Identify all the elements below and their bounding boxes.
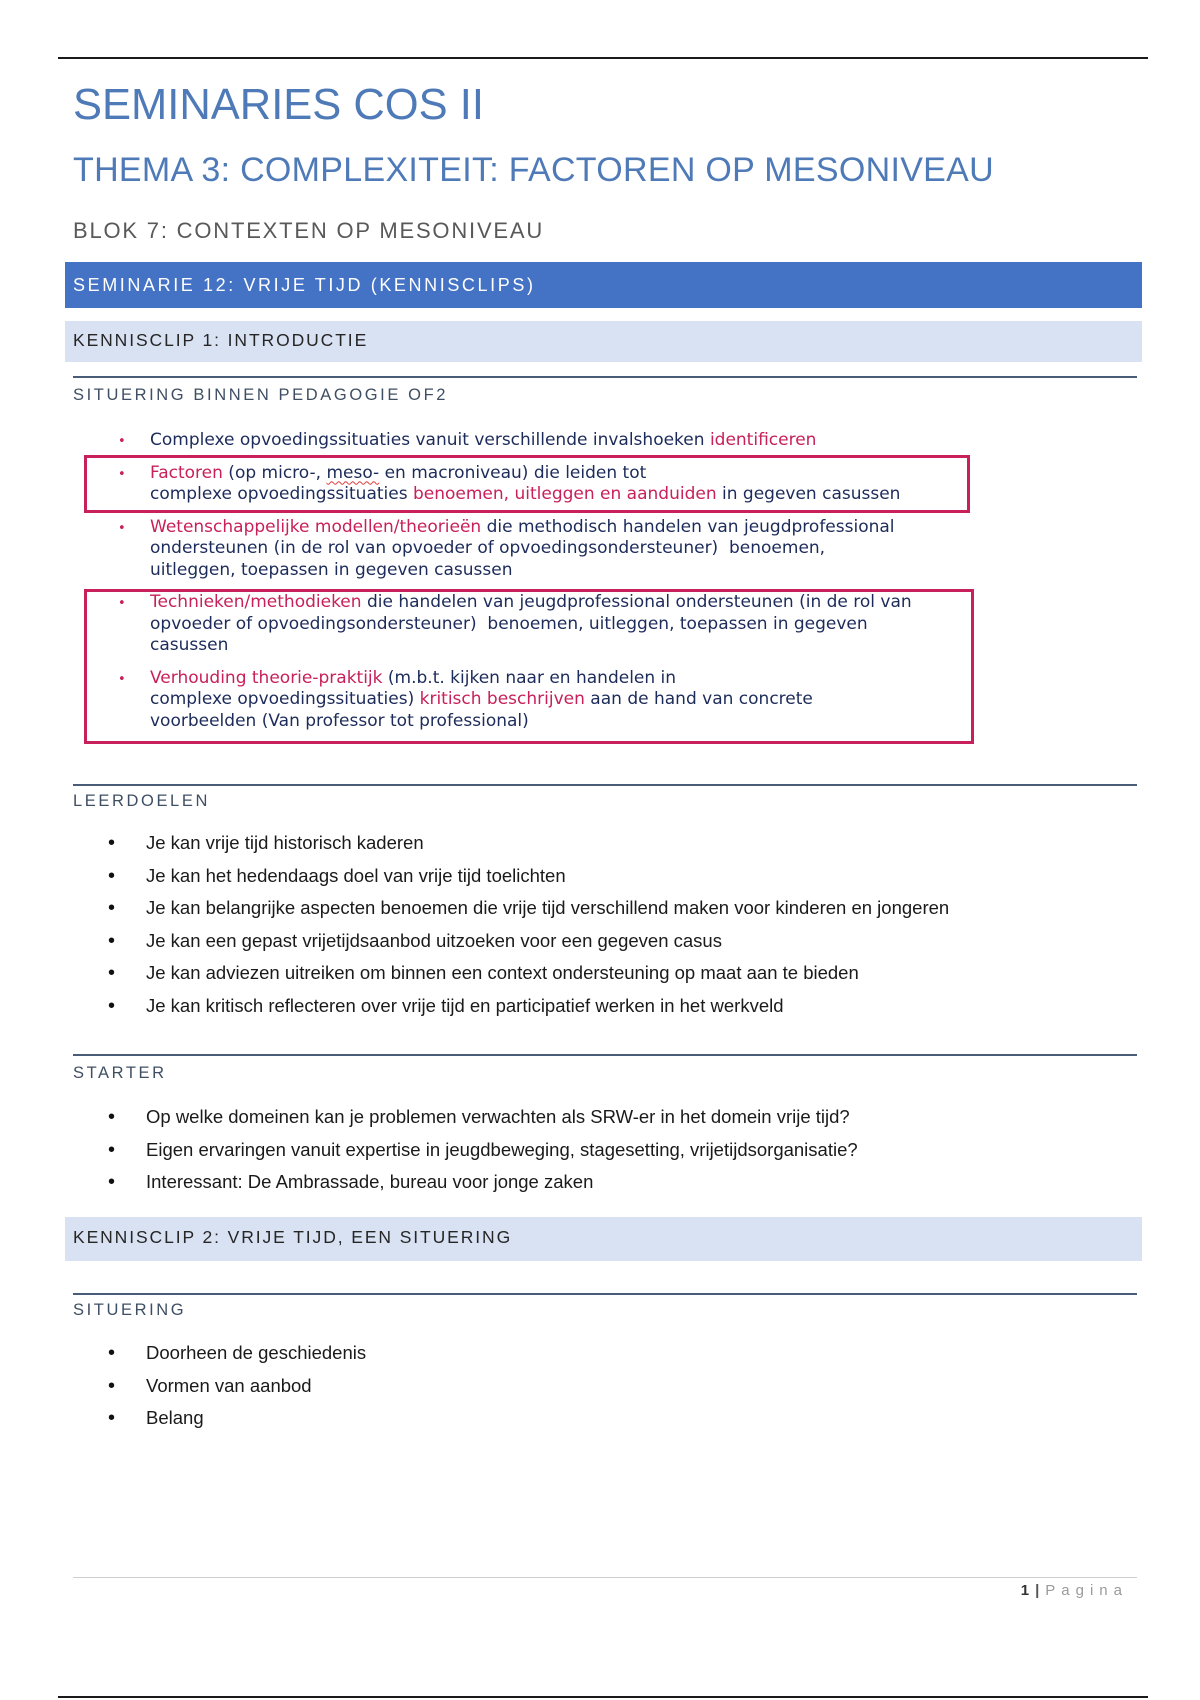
list-item-text: Vormen van aanbod [146,1374,312,1396]
slide-objective [118,517,912,582]
list-item [0,925,1200,958]
list-item [0,1101,1200,1134]
emphasized-text: Verhouding theorie-praktijk [150,667,383,688]
slide-text: voorbeelden (Van professor tot professional) [150,710,529,731]
list-item-text: Op welke domeinen kan je problemen verwachten als SRW-er in het domein vrije tijd? [146,1106,850,1127]
slide-line [150,430,912,452]
slide-objective [118,430,912,452]
list-item [0,827,1200,860]
bullet-icon [108,827,120,860]
bullet-icon [108,925,120,958]
slide-line [150,560,912,582]
page-label: Pagina [1045,1582,1128,1599]
section-divider [73,1054,1137,1056]
footer-divider [73,1577,1137,1578]
slide-line [150,689,912,711]
document-title: SEMINARIES COS II [73,81,484,129]
list-item-text: Je kan adviezen uitreiken om binnen een context ondersteuning op maat aan te bieden [146,962,859,984]
list-item [0,1134,1200,1167]
situering-heading: SITUERING [73,1301,187,1319]
slide-line [150,614,912,636]
bullet-icon [108,1134,120,1167]
slide-text: (m.b.t. kijken naar en handelen in [382,667,677,688]
slide-text: complexe opvoedingssituaties [150,484,413,504]
list-item-text: Je kan vrije tijd historisch kaderen [146,832,424,853]
slide-line [150,592,912,614]
emphasized-text: Technieken/methodieken [150,592,362,612]
list-item [0,892,1200,925]
bullet-icon [108,1101,120,1134]
list-item-text: Je kan het hedendaags doel van vrije tijd toelichten [146,864,566,886]
embedded-slide [118,430,912,732]
emphasized-text: Factoren [150,462,223,483]
leerdoelen-list [0,827,1200,1023]
bullet-icon [108,1370,120,1403]
slide-line [150,538,912,560]
list-item [0,1166,1200,1199]
slide-line [150,711,912,733]
block-heading: BLOK 7: CONTEXTEN OP MESONIVEAU [73,218,545,243]
bullet-icon [108,892,120,925]
kennisclip-1-heading: KENNISCLIP 1: INTRODUCTIE [65,321,1142,362]
slide-text: en macroniveau) die leiden tot [379,462,647,483]
list-item-text: Je kan een gepast vrijetijdsaanbod uitzoeken voor een gegeven casus [146,929,722,951]
page-footer [1021,1580,1128,1602]
starter-heading: STARTER [73,1064,167,1082]
emphasized-text: identificeren [709,430,817,450]
footer-separator: | [1035,1582,1040,1599]
bullet-icon [108,990,120,1023]
top-rule [58,57,1148,59]
bullet-icon [118,517,128,539]
emphasized-text: Wetenschappelijke modellen/theorieën [150,516,482,537]
slide-objective [118,668,912,733]
slide-objective [118,592,912,657]
section-divider [73,1293,1137,1295]
list-item [0,1337,1200,1370]
slide-line [150,517,912,539]
slide-line [150,484,912,506]
situering-pedagogie-heading: SITUERING BINNEN PEDAGOGIE OF2 [73,386,449,404]
list-item-text: Je kan belangrijke aspecten benoemen die vrije tijd verschillend maken voor kinderen en jongeren [146,897,950,919]
slide-text: uitleggen, toepassen in gegeven casussen [150,559,513,580]
bullet-icon [118,668,128,690]
section-divider [73,784,1137,786]
emphasized-text: kritisch beschrijven [419,689,585,709]
kennisclip-2-heading: KENNISCLIP 2: VRIJE TIJD, EEN SITUERING [65,1217,1142,1261]
list-item [0,860,1200,893]
list-item-text: Je kan kritisch reflecteren over vrije tijd en participatief werken in het werkveld [146,994,784,1016]
list-item [0,1370,1200,1403]
list-item [0,990,1200,1023]
situering-list [0,1337,1200,1435]
leerdoelen-heading: LEERDOELEN [73,792,210,810]
slide-text: ondersteunen (in de rol van opvoeder of opvoedingsondersteuner) benoemen, [150,538,826,558]
slide-text: casussen [150,635,229,655]
list-item [0,957,1200,990]
bullet-icon [118,592,128,614]
slide-text: in gegeven casussen [716,484,901,504]
bottom-rule [58,1696,1148,1698]
slide-text: die methodisch handelen van jeugdprofessional [481,516,895,537]
bullet-icon [108,1166,120,1199]
seminar-heading-bar: SEMINARIE 12: VRIJE TIJD (KENNISCLIPS) [65,262,1142,308]
list-item-text: Belang [146,1407,204,1429]
list-item [0,1402,1200,1435]
theme-heading: THEMA 3: COMPLEXITEIT: FACTOREN OP MESONIVEAU [73,151,994,189]
slide-line [150,635,912,657]
slide-line [150,463,912,485]
slide-text: Complexe opvoedingssituaties vanuit verschillende invalshoeken [150,430,710,450]
list-item-text: Interessant: De Ambrassade, bureau voor jonge zaken [146,1171,594,1193]
slide-objective [118,463,912,506]
bullet-icon [108,957,120,990]
slide-text: aan de hand van concrete [584,689,813,709]
bullet-icon [108,860,120,893]
slide-line [150,668,912,690]
emphasized-text: benoemen, uitleggen en aanduiden [412,484,717,504]
slide-text: complexe opvoedingssituaties) [150,689,420,709]
bullet-icon [118,430,128,452]
page-number: 1 [1020,1582,1030,1599]
slide-text: (op micro-, [222,462,327,483]
list-item-text: Eigen ervaringen vanuit expertise in jeugdbeweging, stagesetting, vrijetijdsorganisatie? [146,1138,858,1160]
list-item-text: Doorheen de geschiedenis [146,1342,367,1363]
slide-text: die handelen van jeugdprofessional ondersteunen (in de rol van [361,592,912,612]
slide-text: meso- [326,462,380,483]
section-divider [73,376,1137,378]
bullet-icon [118,463,128,485]
slide-text: opvoeder of opvoedingsondersteuner) benoemen, uitleggen, toepassen in gegeven [150,613,868,634]
bullet-icon [108,1337,120,1370]
starter-list [0,1101,1200,1199]
bullet-icon [108,1402,120,1435]
